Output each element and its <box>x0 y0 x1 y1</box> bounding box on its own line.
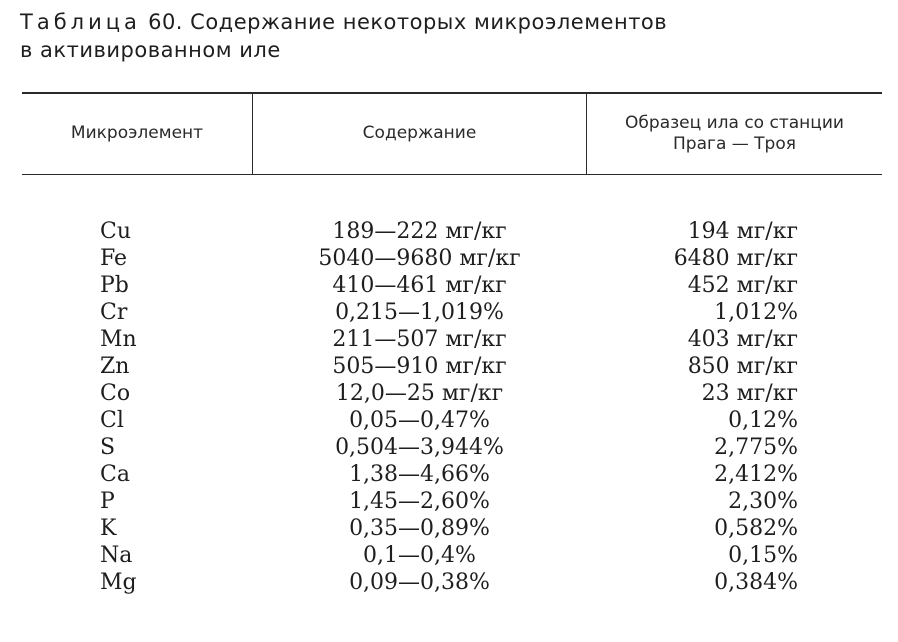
sample-cell: 452 мг/кг <box>687 273 798 298</box>
caption-title-line-1: Содержание некоторых микроэлементов <box>190 10 668 34</box>
content-cell: 0,215—1,019% <box>335 300 504 325</box>
table-row <box>0 488 898 515</box>
sample-cell: 194 мг/кг <box>687 219 798 244</box>
element-cell: Na <box>100 543 133 568</box>
table-row <box>0 218 898 245</box>
caption-label: Таблица <box>20 10 141 34</box>
element-cell: Mn <box>100 327 137 352</box>
content-cell: 1,45—2,60% <box>349 489 490 514</box>
content-cell: 1,38—4,66% <box>349 462 490 487</box>
content-cell: 211—507 мг/кг <box>332 327 507 352</box>
sample-cell: 0,384% <box>714 570 798 595</box>
table-row <box>0 542 898 569</box>
sample-cell: 1,012% <box>714 300 798 325</box>
sample-cell: 0,12% <box>728 408 798 433</box>
content-cell: 5040—9680 мг/кг <box>318 246 521 271</box>
table-row <box>0 434 898 461</box>
element-cell: Co <box>100 381 131 406</box>
content-cell: 410—461 мг/кг <box>332 273 507 298</box>
table-body <box>0 218 898 596</box>
element-cell: Ca <box>100 462 130 487</box>
element-cell: Pb <box>100 273 129 298</box>
table-row <box>0 299 898 326</box>
content-cell: 12,0—25 мг/кг <box>335 381 504 406</box>
element-cell: Cr <box>100 300 128 325</box>
table-row <box>0 515 898 542</box>
element-cell: Cu <box>100 219 132 244</box>
sample-cell: 0,15% <box>728 543 798 568</box>
sample-cell: 0,582% <box>714 516 798 541</box>
table-row <box>0 380 898 407</box>
table-row <box>0 353 898 380</box>
element-cell: Zn <box>100 354 130 379</box>
content-cell: 0,09—0,38% <box>349 570 490 595</box>
header-content: Содержание <box>362 123 477 143</box>
caption-line-1 <box>20 8 880 36</box>
header-sample: Образец ила со станции Прага — Троя <box>625 112 844 154</box>
element-cell: Fe <box>100 246 128 271</box>
element-cell: Cl <box>100 408 124 433</box>
caption-number: 60. <box>148 10 183 34</box>
sample-cell: 6480 мг/кг <box>673 246 798 271</box>
content-cell: 0,05—0,47% <box>349 408 490 433</box>
caption-title-line-2: в активированном иле <box>20 38 281 62</box>
sample-cell: 2,30% <box>728 489 798 514</box>
sample-cell: 23 мг/кг <box>701 381 798 406</box>
sample-cell: 850 мг/кг <box>687 354 798 379</box>
sample-cell: 403 мг/кг <box>687 327 798 352</box>
element-cell: K <box>100 516 117 541</box>
content-cell: 189—222 мг/кг <box>332 219 507 244</box>
content-cell: 0,504—3,944% <box>335 435 504 460</box>
header-microelement: Микроэлемент <box>70 123 204 143</box>
table-row <box>0 326 898 353</box>
table-row <box>0 407 898 434</box>
table-caption <box>20 8 880 64</box>
element-cell: S <box>100 435 116 460</box>
table-row <box>0 569 898 596</box>
table-row <box>0 461 898 488</box>
content-cell: 505—910 мг/кг <box>332 354 507 379</box>
table-row <box>0 272 898 299</box>
content-cell: 0,1—0,4% <box>363 543 476 568</box>
header-bottom-rule <box>22 174 882 175</box>
element-cell: Mg <box>100 570 137 595</box>
sample-cell: 2,412% <box>714 462 798 487</box>
sample-cell: 2,775% <box>714 435 798 460</box>
content-cell: 0,35—0,89% <box>349 516 490 541</box>
table-row <box>0 245 898 272</box>
element-cell: P <box>100 489 115 514</box>
